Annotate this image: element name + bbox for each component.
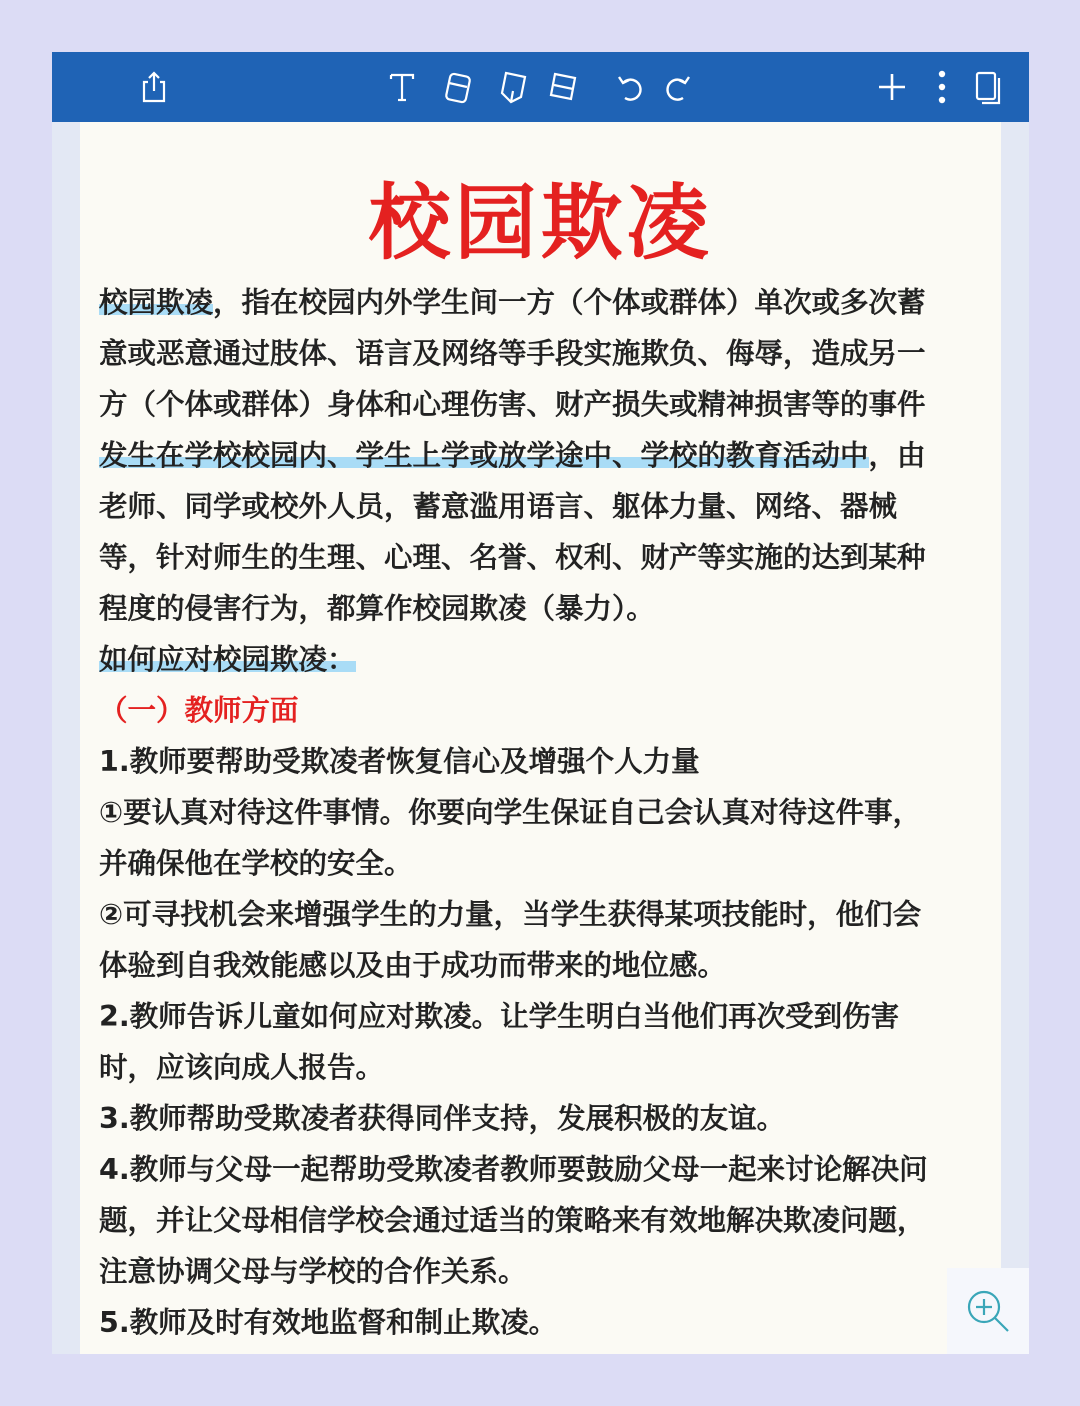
text-line: 体验到自我效能感以及由于成功而带来的地位感。: [99, 949, 727, 982]
highlighted-text: 发生在学校校园内、学生上学或放学途中、学校的教育活动中: [99, 439, 869, 472]
list-item: ①要认真对待这件事情。你要向学生保证自己会认真对待这件事，: [99, 796, 922, 829]
text-span: ，由: [868, 439, 926, 472]
pages-icon[interactable]: [968, 66, 1008, 108]
pen-icon[interactable]: [494, 66, 534, 108]
share-icon[interactable]: [134, 66, 174, 108]
highlighted-text: 如何应对校园欺凌：: [99, 643, 356, 676]
section-subheading: （一）教师方面: [99, 694, 299, 727]
text-span: ，指在校园内外学生间一方（个体或群体）单次或多次蓄: [213, 286, 926, 319]
text-line: 等，针对师生的生理、心理、名誉、权利、财产等实施的达到某种: [99, 541, 926, 574]
document-page: [80, 122, 1001, 1354]
text-icon[interactable]: [382, 66, 422, 108]
list-item: 2.教师告诉儿童如何应对欺凌。让学生明白当他们再次受到伤害: [99, 1000, 900, 1033]
highlighter-icon[interactable]: [544, 66, 584, 108]
text-line: 老师、同学或校外人员，蓄意滥用语言、躯体力量、网络、器械: [99, 490, 898, 523]
highlighted-text: 校园欺凌: [99, 286, 214, 319]
text-line: 程度的侵害行为，都算作校园欺凌（暴力）。: [99, 592, 655, 625]
undo-icon[interactable]: [610, 66, 650, 108]
text-line: 注意协调父母与学校的合作关系。: [99, 1255, 527, 1288]
list-item: 3.教师帮助受欺凌者获得同伴支持，发展积极的友谊。: [99, 1102, 786, 1135]
app-frame: [52, 52, 1029, 1354]
toolbar: [52, 52, 1029, 122]
text-line: 题，并让父母相信学校会通过适当的策略来有效地解决欺凌问题，: [99, 1204, 926, 1237]
document-body: [99, 277, 979, 1348]
list-item: 4.教师与父母一起帮助受欺凌者教师要鼓励父母一起来讨论解决问: [99, 1153, 928, 1186]
redo-icon[interactable]: [658, 66, 698, 108]
text-line: 并确保他在学校的安全。: [99, 847, 413, 880]
list-item: ②可寻找机会来增强学生的力量，当学生获得某项技能时，他们会: [99, 898, 922, 931]
eraser-icon[interactable]: [438, 66, 478, 108]
text-line: 方（个体或群体）身体和心理伤害、财产损失或精神损害等的事件: [99, 388, 926, 421]
list-item: 5.教师及时有效地监督和制止欺凌。: [99, 1306, 558, 1339]
text-line: [99, 277, 979, 328]
section-heading: [99, 634, 979, 685]
list-item: 1.教师要帮助受欺凌者恢复信心及增强个人力量: [99, 745, 700, 778]
text-line: 时，应该向成人报告。: [99, 1051, 385, 1084]
add-icon[interactable]: [872, 66, 912, 108]
page-title: 校园欺凌: [368, 175, 713, 271]
zoom-button[interactable]: [947, 1268, 1029, 1354]
text-line: [99, 430, 979, 481]
more-icon[interactable]: [922, 66, 962, 108]
zoom-in-icon: [962, 1285, 1014, 1337]
text-line: 意或恶意通过肢体、语言及网络等手段实施欺负、侮辱，造成另一: [99, 337, 926, 370]
